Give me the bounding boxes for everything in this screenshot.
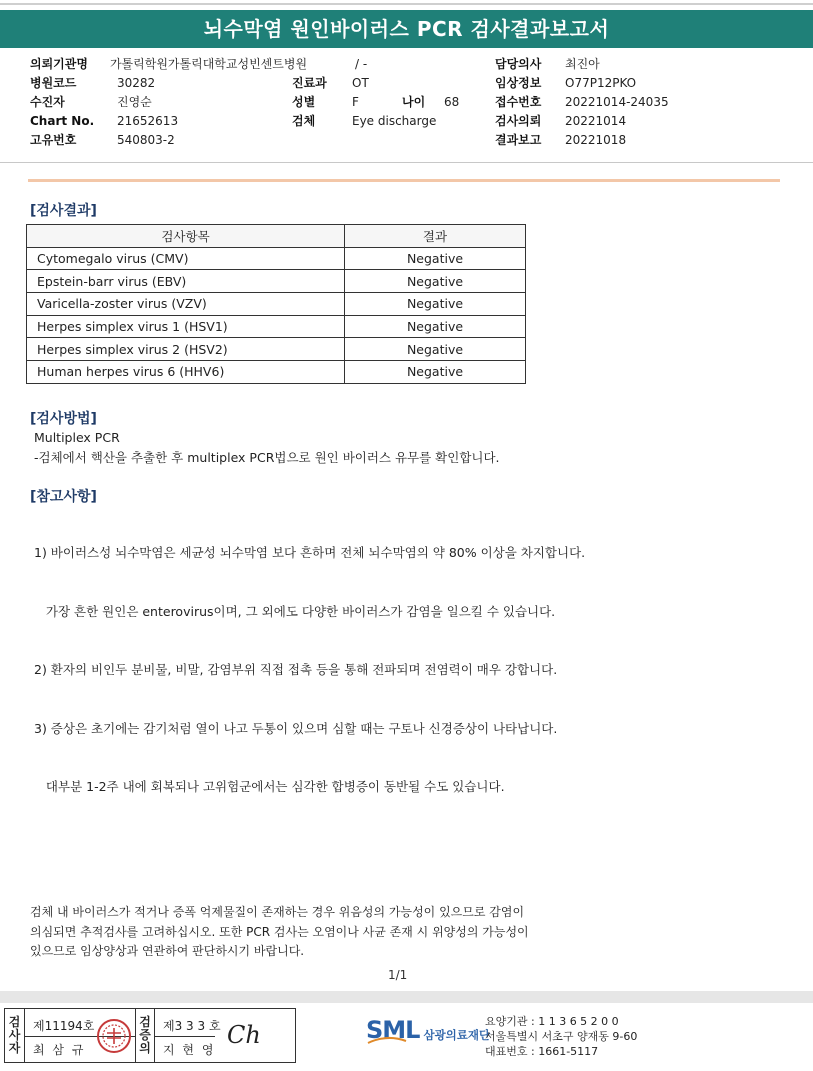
confirmer-label bbox=[135, 1009, 155, 1062]
confirmer-name: 지 현 영 bbox=[163, 1043, 216, 1057]
table-row bbox=[27, 247, 526, 270]
info-row-unique-no bbox=[30, 131, 307, 150]
divider bbox=[0, 162, 813, 163]
reference-line: 2) 환자의 비인두 분비물, 비말, 감염부위 직접 접촉 등을 통해 전파되며 전염력이 매우 강합니다. bbox=[34, 662, 558, 677]
test-result: Negative bbox=[345, 293, 526, 316]
lab-info bbox=[485, 1014, 637, 1059]
examiner-label bbox=[5, 1009, 25, 1062]
test-item: Herpes simplex virus 1 (HSV1) bbox=[27, 315, 345, 338]
divider bbox=[155, 1036, 215, 1037]
examiner-seal-icon bbox=[95, 1017, 133, 1055]
examiner-label-char: 검 bbox=[8, 1015, 21, 1029]
info-value: 20221014 bbox=[565, 114, 627, 128]
info-row-institution bbox=[30, 55, 307, 74]
info-value: 진영순 bbox=[117, 95, 152, 109]
info-label: 진료과 bbox=[292, 76, 327, 90]
sml-logo-mark: SML bbox=[366, 1016, 420, 1044]
info-row-specimen bbox=[292, 112, 459, 131]
info-value: 21652613 bbox=[117, 114, 179, 128]
test-item: Human herpes virus 6 (HHV6) bbox=[27, 361, 345, 384]
info-row-hospital-code bbox=[30, 74, 307, 93]
report-title: 뇌수막염 원인바이러스 PCR 검사결과보고서 bbox=[0, 10, 813, 48]
reference-line: 가장 흔한 원인은 enterovirus이며, 그 외에도 다양한 바이러스가 감염을 일으킬 수 있습니다. bbox=[34, 603, 556, 619]
table-row bbox=[27, 315, 526, 338]
info-row-patient bbox=[30, 93, 307, 112]
test-item: Herpes simplex virus 2 (HSV2) bbox=[27, 338, 345, 361]
info-row-request-date bbox=[495, 112, 669, 131]
results-table bbox=[26, 224, 526, 384]
method-text bbox=[34, 428, 500, 467]
accent-divider bbox=[28, 179, 780, 182]
info-label: 검사의뢰 bbox=[495, 114, 542, 128]
signature-mark: Ch bbox=[227, 1021, 261, 1049]
info-label: 검체 bbox=[292, 114, 316, 128]
info-value: O77P12PKO bbox=[565, 76, 637, 90]
info-mid bbox=[292, 74, 459, 131]
info-value: 최진아 bbox=[565, 57, 600, 71]
confirmer-license-no: 제3 3 3 호 bbox=[163, 1019, 221, 1033]
lab-info-line: 요양기관 : 1 1 3 6 5 2 0 0 bbox=[485, 1015, 619, 1028]
info-value: 30282 bbox=[117, 76, 156, 90]
info-row-chart-no bbox=[30, 112, 307, 131]
logo-swoosh-icon bbox=[367, 1036, 407, 1046]
info-value: 68 bbox=[444, 95, 460, 109]
reference-text bbox=[34, 504, 585, 816]
info-value: F bbox=[352, 95, 359, 109]
test-item: Epstein-barr virus (EBV) bbox=[27, 270, 345, 293]
test-result: Negative bbox=[345, 315, 526, 338]
info-label: 고유번호 bbox=[30, 133, 77, 147]
test-result: Negative bbox=[345, 361, 526, 384]
info-label: 결과보고 bbox=[495, 133, 542, 147]
test-result: Negative bbox=[345, 338, 526, 361]
info-value: OT bbox=[352, 76, 369, 90]
top-rule bbox=[0, 3, 813, 5]
info-label: 접수번호 bbox=[495, 95, 542, 109]
signature-box bbox=[4, 1008, 296, 1063]
examiner-license-no: 제11194호 bbox=[33, 1019, 95, 1033]
lab-name: 삼광의료재단 bbox=[423, 1028, 491, 1042]
info-row-dept bbox=[292, 74, 459, 93]
examiner-name: 최 삼 규 bbox=[33, 1043, 86, 1057]
info-label: 임상정보 bbox=[495, 76, 542, 90]
confirmer-label-char: 증 bbox=[139, 1028, 151, 1042]
method-line: -검체에서 핵산을 추출한 후 multiplex PCR법으로 원인 바이러스 유무를 확인합니다. bbox=[34, 449, 500, 465]
info-label: 병원코드 bbox=[30, 76, 77, 90]
test-item: Cytomegalo virus (CMV) bbox=[27, 247, 345, 270]
ward-value: / - bbox=[355, 57, 368, 71]
disclaimer-line: 의심되면 추적검사를 고려하십시오. 또한 PCR 검사는 오염이나 사균 존재 시 위양성의 가능성이 bbox=[30, 924, 529, 939]
info-label: 담당의사 bbox=[495, 57, 542, 71]
test-result: Negative bbox=[345, 270, 526, 293]
table-row bbox=[27, 338, 526, 361]
info-row-clinical bbox=[495, 74, 669, 93]
disclaimer-line: 검체 내 바이러스가 적거나 증폭 억제물질이 존재하는 경우 위음성의 가능성이 있으므로 감염이 bbox=[30, 905, 525, 919]
lab-info-line: 서울특별시 서초구 양재동 9-60 bbox=[485, 1030, 638, 1043]
info-row-report-date bbox=[495, 131, 669, 150]
method-heading: [검사방법] bbox=[30, 411, 97, 427]
col-header-item: 검사항목 bbox=[27, 225, 345, 248]
info-left bbox=[30, 55, 307, 150]
method-line: Multiplex PCR bbox=[34, 430, 120, 445]
lab-info-line: 대표번호 : 1661-5117 bbox=[485, 1045, 599, 1058]
info-value: Eye discharge bbox=[352, 114, 437, 128]
examiner-label-char: 자 bbox=[8, 1041, 21, 1055]
test-item: Varicella-zoster virus (VZV) bbox=[27, 293, 345, 316]
footer-band bbox=[0, 991, 813, 1003]
confirmer-label-char: 검 bbox=[139, 1015, 151, 1029]
info-label: 나이 bbox=[402, 95, 426, 109]
info-row-sex-age bbox=[292, 93, 459, 112]
test-result: Negative bbox=[345, 247, 526, 270]
disclaimer-line: 있으므로 임상양상과 연관하여 판단하시기 바랍니다. bbox=[30, 944, 305, 958]
results-heading: [검사결과] bbox=[30, 203, 97, 219]
table-header-row bbox=[27, 225, 526, 248]
info-value: 20221018 bbox=[565, 133, 627, 147]
info-value: 540803-2 bbox=[117, 133, 175, 147]
confirmer-label-char: 의 bbox=[139, 1041, 151, 1055]
examiner-label-char: 사 bbox=[8, 1028, 21, 1042]
disclaimer bbox=[30, 903, 529, 962]
info-right bbox=[495, 55, 669, 150]
info-value: 20221014-24035 bbox=[565, 95, 669, 109]
info-label: 수진자 bbox=[30, 95, 65, 109]
reference-line: 1) 바이러스성 뇌수막염은 세균성 뇌수막염 보다 흔하며 전체 뇌수막염의 약 80% 이상을 차지합니다. bbox=[34, 545, 586, 560]
reference-line: 3) 증상은 초기에는 감기처럼 열이 나고 두통이 있으며 심할 때는 구토나 신경증상이 나타납니다. bbox=[34, 720, 558, 736]
page-number: 1/1 bbox=[388, 968, 408, 982]
reference-heading: [참고사항] bbox=[30, 489, 97, 505]
table-row bbox=[27, 361, 526, 384]
table-row bbox=[27, 293, 526, 316]
reference-line: 대부분 1-2주 내에 회복되나 고위험군에서는 심각한 합병증이 동반될 수도 있습니다. bbox=[34, 779, 505, 794]
info-label: 성별 bbox=[292, 95, 316, 109]
info-row-doctor bbox=[495, 55, 669, 74]
info-label: 의뢰기관명 bbox=[30, 57, 88, 71]
table-row bbox=[27, 270, 526, 293]
info-label: Chart No. bbox=[30, 114, 95, 128]
col-header-result: 결과 bbox=[345, 225, 526, 248]
info-row-accession bbox=[495, 93, 669, 112]
info-value: 가톨릭학원가톨릭대학교성빈센트병원 bbox=[109, 57, 308, 71]
